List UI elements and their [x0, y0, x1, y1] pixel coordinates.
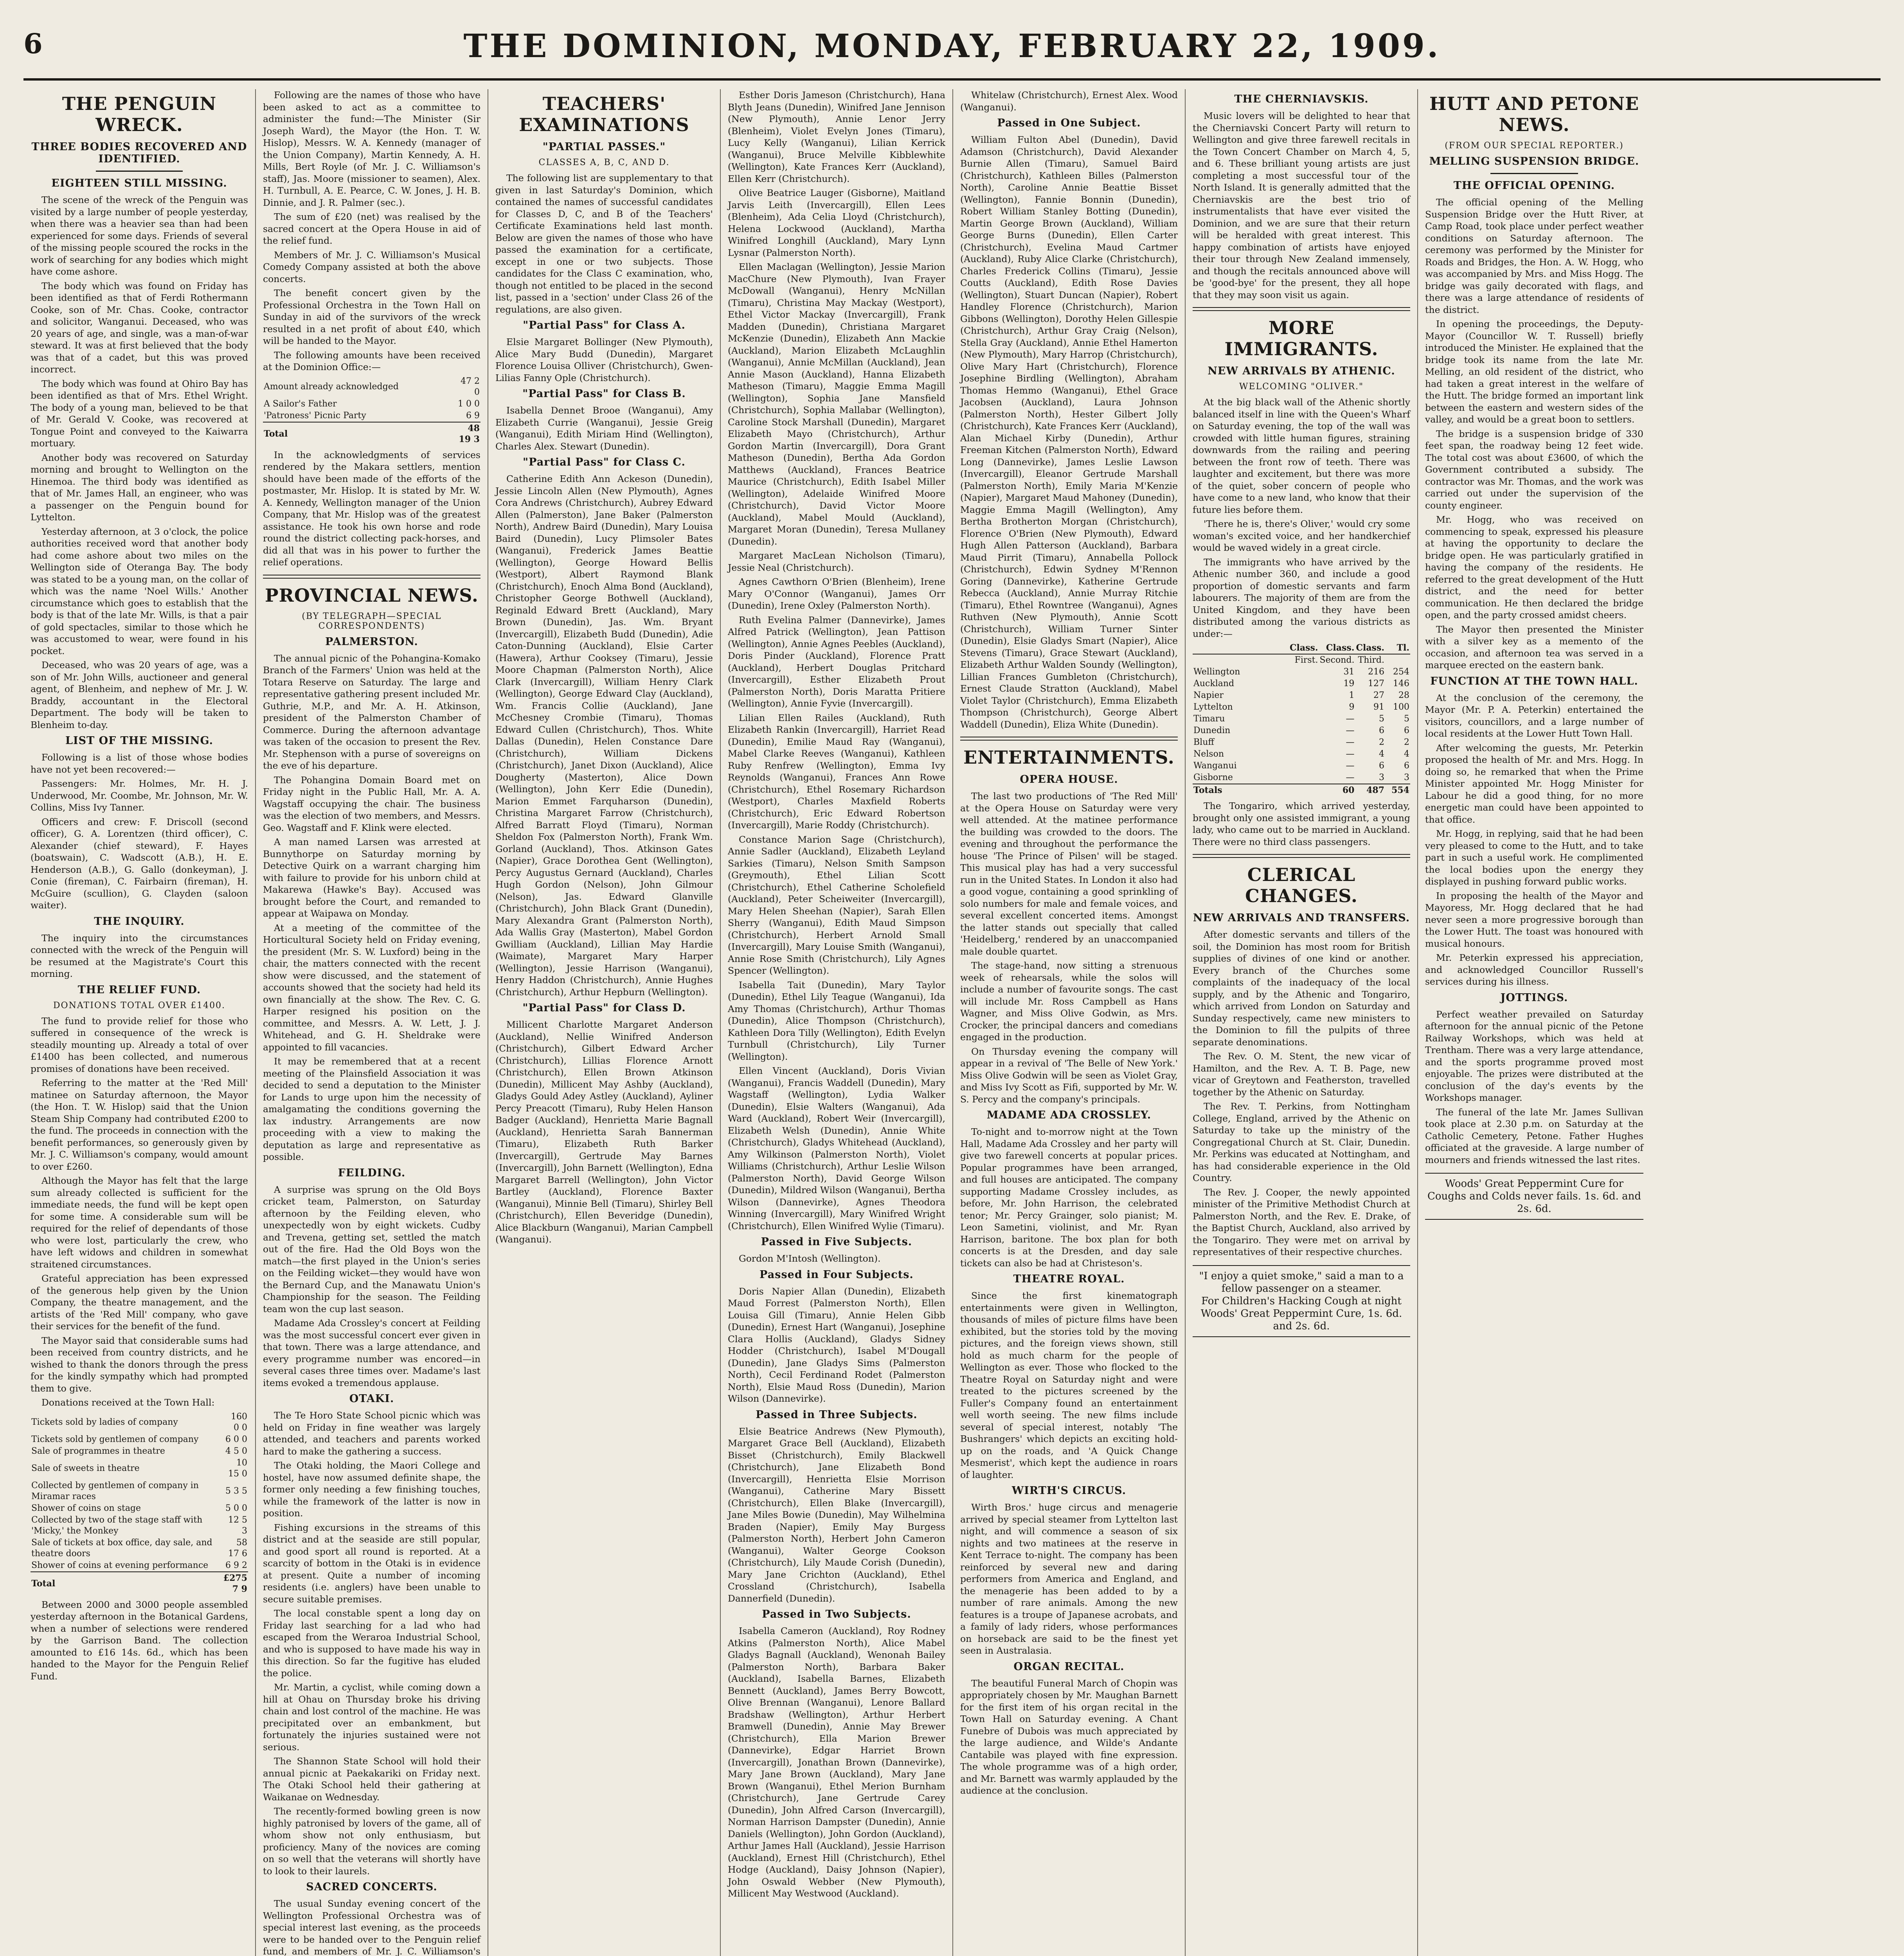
section-title: PALMERSTON.	[325, 635, 418, 648]
paragraph: Yesterday afternoon, at 3 o'clock, the police authorities received word that another body had come ashore about two miles on the Wellington side of Oteranga Bay. The body was stated to be a young man, on the collar of which was the name 'Noel Wills.' Another circumstance which goes to establish that the body is that of the late Mr. Wills, is that a pair of gold spectacles, similar to those which he was accustomed to wear, were found in his pocket.	[31, 526, 248, 656]
paragraph: The Rev. O. M. Stent, the new vicar of Hamilton, and the Rev. A. T. B. Page, new vicar of Greytown and Featherston, travelled together by the Athenic on Saturday.	[1193, 1051, 1410, 1098]
paragraph: Donations received at the Town Hall:	[41, 1397, 215, 1408]
section-title: MELLING SUSPENSION BRIDGE.	[1429, 155, 1639, 167]
section-title: FEILDING.	[338, 1167, 406, 1179]
paragraph: Elsie Margaret Bollinger (New Plymouth), Alice Mary Budd (Dunedin), Margaret Florence Louisa Olliver (Christchurch), Gwen-Lilias Fanny Ople (Christchurch).	[495, 336, 713, 383]
paragraph: The Tongariro, which arrived yesterday, brought only one assisted immigrant, a young lady, who came out to be married in Auckland. There were no third class passengers.	[1193, 800, 1410, 847]
paragraph: Following is a list of those whose bodies have not yet been recovered:—	[31, 752, 248, 775]
paragraph: Although the Mayor has felt that the large sum already collected is sufficient for the immediate needs, the fund will be kept open for some time. A considerable sum will be required for the relief of dependants of those who were lost, particularly the crew, who have left widows and children in somewhat straitened circumstances.	[31, 1175, 248, 1270]
table-header-row: First. Second. Third.	[1294, 655, 1384, 665]
divider	[96, 171, 183, 172]
table-header-row: Class. Class. Class. Tl.	[1193, 642, 1410, 654]
paragraph: To-night and to-morrow night at the Town Hall, Madame Ada Crossley and her party will give two farewell concerts at popular prices. Popular programmes have been arranged, and full houses are anticipated. The company supporting Madame Crossley includes, as before, Mr. John Harrison, the celebrated tenor; Mr. Percy Grainger, solo pianist; M. Leon Sametini, violinist, and Mr. Ryan Harrison, baritone. The box plan for both concerts is at the Dresden, and day sale tickets can also be had at Christeson's.	[960, 1126, 1178, 1269]
section-subtitle: DONATIONS TOTAL OVER £1400.	[53, 1000, 226, 1010]
section-title: Passed in Four Subjects.	[759, 1268, 914, 1281]
headline: CLERICAL CHANGES.	[1245, 864, 1358, 906]
paragraph: Grateful appreciation has been expressed of the generous help given by the Union Company, the theatre management, and the artists of the 'Red Mill' company, who gave their services for the benefit of the fund.	[31, 1273, 248, 1332]
column-6	[1186, 89, 1418, 1956]
ad-line: Woods' Great Peppermint Cure for Coughs and Colds never fails. 1s. 6d. and 2s. 6d.	[1427, 1178, 1641, 1215]
section-title: "Partial Pass" for Class B.	[522, 388, 686, 400]
table-row: Bluff — 2 2	[1193, 737, 1409, 747]
table-row: Collected by gentlemen of company in Miramar races 5 3 5	[31, 1480, 247, 1501]
section-title: ORGAN RECITAL.	[1013, 1660, 1125, 1673]
paragraph: Passengers: Mr. Holmes, Mr. H. J. Underwood, Mr. Coombe, Mr. Johnson, Mr. W. Collins, Miss Ivy Tanner.	[31, 778, 248, 813]
table-total-row: Totals 60 487 554	[1193, 784, 1410, 796]
headline: HUTT AND PETONE NEWS.	[1429, 93, 1639, 135]
paragraph: Margaret MacLean Nicholson (Timaru), Jessie Neal (Christchurch).	[728, 550, 945, 573]
paragraph: Constance Marion Sage (Christchurch), Annie Sadler (Auckland), Elizabeth Leyland Sarkies (Timaru), Nelson Smith Sampson (Greymouth), Ethel Lilian Scott (Christchurch), Ethel Catherine Scholefield (Auckland), Peter Scheiweiter (Invercargill), Mary Helen Sheehan (Napier), Sarah Ellen Sherry (Wanganui), Edith Maud Simpson (Christchurch), Herbert Arnold Small (Invercargill), Mary Louise Smith (Wanganui), Annie Rose Smith (Christchurch), Lily Agnes Spencer (Wellington).	[728, 834, 945, 976]
masthead	[23, 27, 1881, 81]
table-row: Wellington 31 216 254	[1193, 667, 1409, 677]
paragraph: The Mayor then presented the Minister with a silver key as a memento of the occasion, and afternoon tea was served in a marquee erected on the eastern bank.	[1425, 624, 1643, 671]
paragraph: The Rev. J. Cooper, the newly appointed minister of the Primitive Methodist Church at Palmerston North, and the Rev. E. Drake, of the Baptist Church, Auckland, also arrived by the Tongariro. They were met on arrival by representatives of their respective churches.	[1193, 1187, 1410, 1257]
divider	[960, 737, 1178, 741]
paragraph: The stage-hand, now sitting a strenuous week of rehearsals, while the solos will include a number of favourite songs. The cast will include Mr. Ross Campbell as Hans Wagner, and Miss Olive Godwin, as Mrs. Crocker, the principal dancers and comedians engaged in the production.	[960, 960, 1178, 1043]
advertisement	[1425, 1173, 1643, 1220]
columns	[23, 89, 1881, 1956]
paragraph: Gordon M'Intosh (Wellington).	[739, 1253, 881, 1264]
paragraph: It may be remembered that at a recent meeting of the Plainsfield Association it was decided to send a deputation to the Minister for Lands to urge upon him the necessity of amalgamating the conditions governing the lax industry. Arrangements are now proceeding with a view to making the deputation as large and representative as possible.	[263, 1056, 480, 1162]
table-row: Nelson — 4 4	[1193, 749, 1409, 759]
paragraph: William Fulton Abel (Dunedin), David Adamson (Christchurch), David Alexander Burnie Allen (Timaru), Samuel Baird (Christchurch), Kathleen Billes (Palmerston North), Caroline Annie Beattie Bisset (Wellington), Fannie Bonnin (Dunedin), Robert William Stanley Botting (Dunedin), Martin George Brown (Auckland), William George Burns (Dunedin), Ellen Carter (Christchurch), Evelina Maud Cartmer (Auckland), Ruby Alice Clarke (Christchurch), Charles Frederick Collins (Timaru), Jessie Coutts (Auckland), Edith Rose Davies (Wellington), Stuart Duncan (Napier), Robert Handley Florence (Christchurch), Marion Gibbons (Wellington), Dorothy Helen Gillespie (Christchurch), Arthur Gray Craig (Nelson), Stella Gray (Auckland), Annie Ethel Hamerton (New Plymouth), Mary Harrop (Christchurch), Olive Mary Hart (Christchurch), Florence Josephine Birdling (Wellington), Abraham Thomas Hemmo (Wanganui), Ethel Grace Jacobsen (Auckland), Laura Johnson (Palmerston North), Hester Gilbert Jolly (Christchurch), Kate Frances Kerr (Auckland), Alan Michael Kirby (Dunedin), Arthur Freeman Kitchen (Palmerston North), Edward Long (Dannevirke), James Leslie Lawson (Invercargill), Eleanor Gertrude Marshall (Palmerston North), Emily Maria M'Kenzie (Napier), Margaret Maud Mahoney (Dunedin), Maggie Emma Magill (Wellington), Amy Bertha Brotherton Morgan (Christchurch), Florence O'Brien (New Plymouth), Edward Hugh Allen Patterson (Auckland), Barbara Maud Pirrit (Timaru), Annabella Pollock (Christchurch), Edwin Sydney M'Rennon Goring (Dannevirke), Katherine Gertrude Rebecca (Auckland), Annie Murray Ritchie (Timaru), Ethel Rowntree (Wanganui), Agnes Ruthven (New Plymouth), Annie Scott (Christchurch), William Turner Sinter (Dunedin), Elsie Gladys Smart (Napier), Alice Stevens (Timaru), Grace Stewart (Auckland), Elizabeth Arthur Walden Soundy (Wellington), Lillian Frances Gumbleton (Christchurch), Ernest Claude Stratton (Auckland), Mabel Violet Taylor (Christchurch), Emma Elizabeth Thompson (Christchurch), George Albert Waddell (Dunedin), Eliza White (Dunedin).	[960, 134, 1178, 730]
table-row: 'Patroness' Picnic Party 6 9	[264, 410, 480, 421]
section-title: OPERA HOUSE.	[1020, 773, 1118, 786]
section-title: MADAME ADA CROSSLEY.	[986, 1109, 1152, 1121]
paragraph: Mr. Martin, a cyclist, while coming down a hill at Ohau on Thursday broke his driving chain and lost control of the machine. He was precipitated over an embankment, but fortunately the injuries sustained were not serious.	[263, 1682, 480, 1753]
table-row: Tickets sold by gentlemen of company 6 0 0	[31, 1434, 247, 1444]
paragraph: Fishing excursions in the streams of this district and at the seaside are still popular, and good sport all round is reported. At a scarcity of bottom in the Otaki is in evidence at present. Quite a number of incoming residents (i.e. anglers) have been unable to secure suitable premises.	[263, 1522, 480, 1605]
section-title: THE OFFICIAL OPENING.	[1453, 180, 1615, 192]
paragraph: 'There he is, there's Oliver,' would cry some woman's excited voice, and her handkerchief would be waved widely in a great circle.	[1193, 518, 1410, 553]
paragraph: The Otaki holding, the Maori College and hostel, have now assumed definite shape, the former only needing a few finishing touches, while the framework of the latter is now in position.	[263, 1460, 480, 1519]
subheadline: "PARTIAL PASSES."	[542, 141, 666, 153]
subheadline: THREE BODIES RECOVERED AND IDENTIFIED.	[31, 141, 247, 165]
table-row: Timaru — 5 5	[1193, 714, 1409, 724]
paragraph: On Thursday evening the company will appear in a revival of 'The Belle of New York.' Miss Olive Godwin will be seen as Violet Gray, and Miss Ivy Scott as Fifi, supported by Mr. W. S. Percy and the company's principals.	[960, 1046, 1178, 1105]
paragraph: At the big black wall of the Athenic shortly balanced itself in line with the Queen's Wharf on Saturday evening, the top of the wall was crowded with little human figures, straining downwards from the railing and peering between the front row of teeth. There was laughter and excitement, but there was more of the quiet, sober concern of people who have come to a new land, who know that their future lies before them.	[1193, 397, 1410, 515]
table-row: Wanganui — 6 6	[1193, 761, 1409, 771]
paragraph: Esther Doris Jameson (Christchurch), Hana Blyth Jeans (Dunedin), Winifred Jane Jennison (New Plymouth), Annie Lenor Jerry (Blenheim), Violet Evelyn Jones (Timaru), Lucy Kelly (Wanganui), Lilian Kerrick (Wanganui), Bruce Melville Kibblewhite (Wellington), Kate Frances Kerr (Auckland), Ellen Kerr (Christchurch).	[728, 90, 945, 184]
column-1	[23, 89, 256, 1956]
paragraph: Ruth Evelina Palmer (Dannevirke), James Alfred Patrick (Wellington), Jean Pattison (Wellington), Annie Agnes Peebles (Auckland), Doris Pinder (Auckland), Florence Pratt (Auckland), Herbert Douglas Pritchard (Invercargill), Esther Elizabeth Prout (Palmerston North), Doris Maratta Pritiere (Wellington), Annie Fyvie (Invercargill).	[728, 614, 945, 709]
section-subtitle: WELCOMING "OLIVER."	[1239, 382, 1364, 392]
headline: THE PENGUIN WRECK.	[62, 93, 217, 135]
paragraph: The funeral of the late Mr. James Sullivan took place at 2.30 p.m. on Saturday at the Catholic Cemetery, Petone. Father Hughes officiated at the graveside. A large number of mourners and friends witnessed the last rites.	[1425, 1106, 1643, 1165]
paragraph: Referring to the matter at the 'Red Mill' matinee on Saturday afternoon, the Mayor (the Hon. T. W. Hislop) said that the Union Steam Ship Company had contributed £200 to the fund. The proceeds in connection with the benefit performances, so generously given by Mr. J. C. Williamson's company, would amount to over £260.	[31, 1077, 248, 1172]
paragraph: The body which was found at Ohiro Bay has been identified as that of Mrs. Ethel Wright. The body of a young man, believed to be that of Mr. Gerald V. Cooke, was recovered at Tongue Point and conveyed to the Kaiwarra mortuary.	[31, 378, 248, 449]
paragraph: Isabella Tait (Dunedin), Mary Taylor (Dunedin), Ethel Lily Teague (Wanganui), Ida Amy Thomas (Christchurch), Arthur Thomas (Dunedin), Alice Thompson (Christchurch), Kathleen Dora Tilly (Wellington), Edith Evelyn Turnbull (Christchurch), Lily Turner (Wellington).	[728, 979, 945, 1062]
section-title: THE RELIEF FUND.	[77, 983, 201, 996]
table-row: Gisborne — 3 3	[1193, 773, 1409, 782]
column-5	[953, 89, 1186, 1956]
paragraph: Following are the names of those who have been asked to act as a committee to administer the fund:—The Minister (Sir Joseph Ward), the Mayor (the Hon. T. W. Hislop), Messrs. W. A. Kennedy (manager of the Union Company), Martin Kennedy, A. H. Mills, Bert Royle (of Mr. J. C. Williamson's staff), Jas. Moore (missioner to seamen), Alex. H. Turnbull, A. E. Pearce, C. W. Jones, J. H. B. Dinnie, and J. R. Palmer (sec.).	[263, 90, 480, 208]
paragraph: The Mayor said that considerable sums had been received from country districts, and he wished to thank the donors through the press for the kindly sympathy which had prompted them to give.	[31, 1335, 248, 1394]
paragraph: Elsie Beatrice Andrews (New Plymouth), Margaret Grace Bell (Auckland), Elizabeth Bisset (Christchurch), Emily Blackwell (Christchurch), Jane Elizabeth Bond (Invercargill), Henrietta Elsie Morrison (Wanganui), Catherine Mary Bissett (Christchurch), Ellen Blake (Invercargill), Jane Miles Bowie (Dunedin), May Wilhelmina Braden (Napier), Emily May Burgess (Palmerston North), Herbert John Cameron (Wanganui), Walter George Cookson (Christchurch), Lily Maude Corish (Dunedin), Mary Jane Crichton (Auckland), Ethel Crossland (Christchurch), Isabella Dannerfield (Dunedin).	[728, 1426, 945, 1604]
table-row: Lyttelton 9 91 100	[1193, 702, 1409, 712]
paragraph: The beautiful Funeral March of Chopin was appropriately chosen by Mr. Maughan Barnett for the first item of his organ recital in the Town Hall on Saturday evening. A Chant Funebre of Dubois was much appreciated by the large audience, and Wilde's Andante Cantabile was played with fine expression. The whole programme was of a high order, and Mr. Barnett was warmly applauded by the audience at the conclusion.	[960, 1677, 1178, 1796]
table-row: Sale of tickets at box office, day sale, and theatre doors 58 17 6	[31, 1537, 247, 1559]
ad-line: For Children's Hacking Cough at night Woods' Great Peppermint Cure, 1s. 6d. and 2s. 6d.	[1200, 1295, 1402, 1332]
divider	[1193, 854, 1410, 858]
paragraph: Ellen Vincent (Auckland), Doris Vivian (Wanganui), Francis Waddell (Dunedin), Mary Wagstaff (Wellington), Lydia Walker (Dunedin), Elsie Walters (Wanganui), Ada Ward (Auckland), Robert Weir (Invercargill), Elizabeth Welsh (Dunedin), Annie White (Christchurch), Gladys Whitehead (Auckland), Amy Wilkinson (Palmerston North), Violet Williams (Christchurch), Arthur Leslie Wilson (Palmerston North), David George Wilson (Dunedin), Mildred Wilson (Wanganui), Bertha Wilson (Dannevirke), Agnes Theodora Winning (Invercargill), Mary Winifred Wright (Christchurch), Ellen Winifred Wylie (Timaru).	[728, 1065, 945, 1231]
paragraph: At the conclusion of the ceremony, the Mayor (Mr. P. A. Peterkin) entertained the visitors, councillors, and a large number of local residents at the Lower Hutt Town Hall.	[1425, 692, 1643, 739]
section-title: OTAKI.	[349, 1393, 394, 1405]
paragraph: Olive Beatrice Lauger (Gisborne), Maitland Jarvis Leith (Invercargill), Ellen Lees (Blenheim), Ada Celia Lloyd (Christchurch), Helena Lockwood (Auckland), Martha Winifred Longhill (Auckland), Mary Lynn Lysnar (Palmerston North).	[728, 187, 945, 258]
paragraph: In proposing the health of the Mayor and Mayoress, Mr. Hogg declared that he had never seen a more progressive borough than the Lower Hutt. The toast was honoured with musical honours.	[1425, 890, 1643, 949]
paragraph: Music lovers will be delighted to hear that the Cherniavski Concert Party will return to Wellington and give three farewell recitals in the Town Concert Chamber on March 4, 5, and 6. These brilliant young artists are just completing a most successful tour of the North Island. It is generally admitted that the Cherniavskis are the best trio of instrumentalists that have ever visited the Dominion, and we are sure that their return will be heralded with great interest. This happy combination of artists have enjoyed their tour through New Zealand immensely, and though the recitals announced above will be 'good-bye' for the present, they all hope that they may soon visit us again.	[1193, 110, 1410, 300]
table-row: Collected by two of the stage staff with 'Micky,' the Monkey 12 5 3	[31, 1515, 247, 1536]
table-row: Shower of coins on stage 5 0 0	[31, 1503, 247, 1513]
section-subtitle: (FROM OUR SPECIAL REPORTER.)	[1445, 141, 1624, 151]
section-title: Passed in Five Subjects.	[761, 1236, 912, 1248]
paragraph: The following amounts have been received at the Dominion Office:—	[263, 349, 480, 372]
divider	[1193, 307, 1410, 311]
paragraph: The annual picnic of the Pohangina-Komako Branch of the Farmers' Union was held at the Totara Reserve on Saturday. The large and representative gathering present included Mr. Guthrie, M.P., and Mr. A. H. Atkinson, president of the Palmerston Chamber of Commerce. During the afternoon advantage was taken of the occasion to present the Rev. Mr. Stephenson with a purse of sovereigns on the eve of his departure.	[263, 653, 480, 771]
newspaper-title: THE DOMINION, MONDAY, FEBRUARY 22, 1909.	[463, 27, 1441, 65]
table-row: Napier 1 27 28	[1193, 690, 1409, 700]
table-row: Sale of sweets in theatre 10 15 0	[31, 1458, 247, 1479]
table-row: Auckland 19 127 146	[1193, 679, 1409, 689]
paragraph: Mr. Peterkin expressed his appreciation, and acknowledged Councillor Russell's services during his illness.	[1425, 952, 1643, 987]
section-title: THE CHERNIAVSKIS.	[1234, 93, 1369, 105]
paragraph: Isabella Cameron (Auckland), Roy Rodney Atkins (Palmerston North), Alice Mabel Gladys Bagnall (Auckland), Wenonah Bailey (Palmerston North), Barbara Baker (Auckland), Isabella Barnes, Elizabeth Bennett (Auckland), James Berry Bowcott, Olive Brennan (Wanganui), Lenore Ballard Bradshaw (Wellington), Arthur Herbert Bramwell (Dunedin), Annie May Brewer (Christchurch), Ella Marion Brewer (Dannevirke), Edgar Harriet Brown (Invercargill), Jonathan Brown (Dannevirke), Mary Jane Brown (Auckland), Mary Jane Brown (Wanganui), Ethel Merion Burnham (Christchurch), Jane Gertrude Carey (Dunedin), John Alfred Carson (Invercargill), Norman Harrison Dampster (Dunedin), Annie Daniels (Wellington), John Gordon (Auckland), Arthur James Hall (Auckland), Jessie Harrison (Auckland), Ernest Hill (Christchurch), Ethel Hodge (Auckland), Daisy Johnson (Napier), John Oswald Webber (New Plymouth), Millicent May Westwood (Auckland).	[728, 1625, 945, 1899]
section-title: Passed in Three Subjects.	[756, 1408, 918, 1421]
section-title: "Partial Pass" for Class C.	[523, 456, 686, 468]
paragraph: The immigrants who have arrived by the Athenic number 360, and include a good proportion of domestic servants and farm labourers. The majority of them are from the United Kingdom, and they have been distributed among the various districts as under:—	[1193, 556, 1410, 639]
paragraph: The last two productions of 'The Red Mill' at the Opera House on Saturday were very well attended. At the matinee performance the building was crowded to the doors. The evening and throughout the performance the house 'The Prince of Pilsen' will be staged. This musical play has had a very successful run in the United States. In London it also had a good vogue, containing a good sprinkling of solo numbers for male and female voices, and several excellent concerted items. Amongst the latter stands out specially that called 'Heidelberg,' rendered by an unaccompanied male double quartet.	[960, 791, 1178, 957]
paragraph: Whitelaw (Christchurch), Ernest Alex. Wood (Wanganui).	[960, 90, 1178, 113]
paragraph: The Shannon State School will hold their annual picnic at Paekakariki on Friday next. The Otaki School held their gathering at Waikanae on Wednesday.	[263, 1756, 480, 1803]
section-title: SACRED CONCERTS.	[306, 1881, 437, 1893]
divider	[1490, 173, 1578, 174]
column-4	[721, 89, 953, 1956]
section-title: JOTTINGS.	[1500, 991, 1568, 1004]
table-total-row: Total 48 19 3	[263, 422, 480, 445]
paragraph: Mr. Hogg, in replying, said that he had been very pleased to come to the Hutt, and to take part in such a useful work. He complimented the local bodies upon the energy they displayed in pushing forward public works.	[1425, 828, 1643, 887]
paragraph: Since the first kinematograph entertainments were given in Wellington, thousands of miles of picture films have been exhibited, but the stories told by the moving pictures, and the foreign views shown, still hold as much charm for the people of Wellington as ever. Those who flocked to the Theatre Royal on Saturday night and were treated to the pictures screened by the Fuller's Company found an entertainment well worth seeing. The new films include several of special interest, notably 'The Bushrangers' which depicts an exciting hold-up on the roads, and 'A Quick Change Mesmerist', which kept the audience in roars of laughter.	[960, 1290, 1178, 1480]
paragraph: Another body was recovered on Saturday morning and brought to Wellington on the Hinemoa. The third body was identified as that of Mr. James Hall, an engineer, who was a passenger on the Penguin bound for Lyttelton.	[31, 452, 248, 523]
paragraph: Mr. Hogg, who was received on commencing to speak, expressed his pleasure at having the opportunity to declare the bridge open. He was particularly gratified in having the company of the residents. He referred to the great development of the Hutt district, and the need for better communication. He then declared the bridge open, and the party crossed amidst cheers.	[1425, 514, 1643, 620]
paragraph: The Pohangina Domain Board met on Friday night in the Public Hall, Mr. A. A. Wagstaff occupying the chair. The business was the election of two members, and Messrs. Geo. Wagstaff and F. Klink were elected.	[263, 774, 480, 833]
paragraph: The official opening of the Melling Suspension Bridge over the Hutt River, at Camp Road, took place under perfect weather conditions on Saturday afternoon. The ceremony was performed by the Minister for Roads and Bridges, the Hon. A. W. Hogg, who was accompanied by Mrs. and Miss Hogg. The bridge was gaily decorated with flags, and there was a large attendance of residents of the district.	[1425, 197, 1643, 315]
table-row: A Sailor's Father 1 0 0	[264, 399, 480, 409]
column-2	[256, 89, 488, 1956]
headline: PROVINCIAL NEWS.	[265, 584, 479, 606]
paragraph: A surprise was sprung on the Old Boys cricket team, Palmerston, on Saturday afternoon by the Feilding eleven, who unexpectedly won by eight wickets. Cudby and Trevena, getting set, settled the match out of the fire. Had the Old Boys won the match—the first played in the Union's series on the Feilding wicket—they would have won the Bernard Cup, and the Manawatu Union's Championship for the season. The Feilding team won the cup last season.	[263, 1184, 480, 1314]
divider	[263, 575, 480, 579]
column-3	[488, 89, 721, 1956]
article-body	[31, 194, 248, 731]
paragraph: Madame Ada Crossley's concert at Feilding was the most successful concert ever given in that town. There was a large attendance, and every programme number was encored—in several cases three times over. Madame's last items evoked a tremendous applause.	[263, 1318, 480, 1388]
paragraph: Wirth Bros.' huge circus and menagerie arrived by special steamer from Lyttelton last night, and will commence a season of six nights and two matinees at the reserve in Kent Terrace to-night. The company has been reinforced by several new and daring performers from America and England, and the menagerie has been added to by a number of rare animals. Among the new features is a troupe of Japanese acrobats, and a family of lady riders, whose performances on horseback are said to be the finest yet seen in Australasia.	[960, 1502, 1178, 1656]
paragraph: Agnes Cawthorn O'Brien (Blenheim), Irene Mary O'Connor (Wanganui), James Orr (Dunedin), Irene Oxley (Palmerston North).	[728, 576, 945, 611]
headline: MORE IMMIGRANTS.	[1224, 317, 1379, 360]
headline: TEACHERS' EXAMINATIONS	[519, 93, 689, 135]
paragraph: In the acknowledgments of services rendered by the Makara settlers, mention should have been made of the efforts of the postmaster, Mr. Hislop. It is stated by Mr. W. A. Kennedy, Wellington manager of the Union Company, that Mr. Hislop was of the greatest assistance. He took his own horse and rode round the district collecting pack-horses, and did all that was in his power to further the relief operations.	[263, 449, 480, 568]
section-title: FUNCTION AT THE TOWN HALL.	[1430, 675, 1638, 687]
headline: ENTERTAINMENTS.	[963, 747, 1175, 768]
paragraph: At a meeting of the committee of the Horticultural Society held on Friday evening, the president (Mr. S. W. Luxford) being in the chair, the matters connected with the recent show were discussed, and the statement of accounts showed that the society had held its own financially at the show. The Rev. C. G. Harper resigned his position on the committee, and Messrs. A. W. Lett, J. J. Whitehead, and G. H. Sheldrake were appointed to fill vacancies.	[263, 922, 480, 1053]
paragraph: Between 2000 and 3000 people assembled yesterday afternoon in the Botanical Gardens, when a number of selections were rendered by the Garrison Band. The collection amounted to £16 14s. 6d., which has been handed to the Mayor for the Penguin Relief Fund.	[31, 1599, 248, 1682]
paragraph: The usual Sunday evening concert of the Wellington Professional Orchestra was of special interest last evening, as the proceeds were to be handed over to the Penguin relief fund, and members of Mr. J. C. Williamson's	[263, 1898, 480, 1956]
table-row: Tickets sold by ladies of company 160 0 0	[31, 1411, 247, 1433]
paragraph: Catherine Edith Ann Ackeson (Dunedin), Jessie Lincoln Allen (New Plymouth), Agnes Cora Andrews (Christchurch), Aubrey Edward Allen (Palmerston), Jane Baker (Palmerston North), Andrew Baird (Dunedin), Mary Louisa Baird (Dunedin), Lucy Plimsoler Bates (Wanganui), Frederick James Beattie (Wellington), George Howard Bellis (Westport), Albert Raymond Blank (Christchurch), Enoch Alma Bond (Auckland), Christopher George Bothwell (Auckland), Reginald Edward Brett (Auckland), Mary Brown (Dunedin), Jas. Wm. Bryant (Invercargill), Elizabeth Budd (Dunedin), Adie Caton-Dunning (Auckland), Elsie Carter (Hawera), Arthur Cooksey (Timaru), Jessie Moore Chapman (Palmerston North), Alice Clark (Invercargill), William Henry Clark (Wellington), George Edward Clay (Auckland), Wm. Francis Collie (Auckland), Jane McChesney Crombie (Timaru), Thomas Edward Cullen (Christchurch), Thos. White Dallas (Dunedin), Helen Constance Dare (Christchurch), William Dickens (Christchurch), Janet Dixon (Auckland), Alice Dougherty (Masterton), Alice Down (Wellington), John Kerr Edie (Dunedin), Marion Emmet Farquharson (Dunedin), Christina Margaret Farrow (Christchurch), Alfred Barratt Floyd (Timaru), Norman Sheldon Fox (Palmerston North), Frank Wm. Gorland (Auckland), Thos. Atkinson Gates (Napier), Grace Dorothea Gent (Wellington), Percy Augustus Gernard (Auckland), Charles Hugh Gordon (Nelson), John Gilmour (Nelson), Jas. Edward Glanville (Christchurch), John Black Grant (Dunedin), Mary Alexandra Grant (Palmerston North), Ada Wallis Gray (Masterton), Mabel Gordon Gwilliam (Auckland), Lillian May Hardie (Waimate), Margaret Mary Harper (Wellington), Jessie Harrison (Wanganui), Henry Haddon (Christchurch), Annie Hughes (Christchurch), Arthur Hepburn (Wellington).	[495, 473, 713, 998]
section-title: LIST OF THE MISSING.	[65, 735, 213, 747]
section-title: THE INQUIRY.	[94, 915, 185, 928]
donations-table	[31, 1411, 248, 1595]
section-subtitle: (BY TELEGRAPH—SPECIAL CORRESPONDENTS)	[302, 611, 442, 631]
paragraph: Isabella Dennet Brooe (Wanganui), Amy Elizabeth Currie (Wanganui), Jessie Greig (Wanganui), Edith Miriam Hind (Wellington), Charles Alex. Stewart (Dunedin).	[495, 405, 713, 452]
paragraph: Ellen Maclagan (Wellington), Jessie Marion MacChure (New Plymouth), Ivan Frayer McDowall (Wanganui), Henry McNillan (Timaru), Christina May Mackay (Westport), Ethel Victor Mackay (Invercargill), Frank Madden (Dunedin), Christiana Margaret McKenzie (Dunedin), Elizabeth Ann Mackie (Auckland), Marion Elizabeth McLaughlin (Wanganui), Annie McMillan (Auckland), Jean Annie Mason (Auckland), Hanna Elizabeth Matheson (Timaru), Maggie Emma Magill (Wellington), Sophia Jane Mansfield (Christchurch), Sophia Mallabar (Wellington), Caroline Stock Marshall (Dunedin), Margaret Elizabeth Mayo (Christchurch), Arthur Gordon Martin (Invercargill), Dora Grant Matheson (Dunedin), Bertha Ada Gordon Matthews (Auckland), Frances Beatrice Maurice (Christchurch), Edith Isabel Miller (Wellington), Adelaide Winifred Moore (Christchurch), David Victor Moore (Auckland), Mabel Mould (Auckland), Margaret Moran (Dunedin), Teresa Mullaney (Dunedin).	[728, 261, 945, 547]
fund-table	[263, 376, 480, 445]
paragraph: Doris Napier Allan (Dunedin), Elizabeth Maud Forrest (Palmerston North), Ellen Louisa Gill (Timaru), Annie Helen Gibb (Dunedin), Ernest Hart (Wanganui), Josephine Clara Hollis (Auckland), Gladys Sidney Hodder (Christchurch), Isabel M'Dougall (Dunedin), Jane Gladys Sims (Palmerston North), Cecil Ferdinand Rodet (Palmerston North), Elsie Maud Ross (Dunedin), Marion Wilson (Dannevirke).	[728, 1285, 945, 1404]
paragraph: The following list are supplementary to that given in last Saturday's Dominion, which contained the names of successful candidates for Classes D, C, and B of the Teachers' Certificate Examinations held last month. Below are given the names of those who have passed the examination for a certificate, except in one or two subjects. Those candidates for the Class C examination, who, though not entitled to be placed in the second list, passed in a 'section' under Class 26 of the regulations, are also given.	[495, 173, 713, 315]
section-title: WIRTH'S CIRCUS.	[1011, 1485, 1127, 1497]
subheadline: NEW ARRIVALS BY ATHENIC.	[1208, 365, 1395, 377]
paragraph: The body which was found on Friday has been identified as that of Ferdi Rothermann Cooke, son of Mr. Chas. Cooke, contractor and solicitor, Wanganui. Deceased, who was 20 years of age, and single, was a man-of-war steward. It was at first believed that the body was that of a cadet, but this was proved incorrect.	[31, 280, 248, 375]
column-7	[1418, 89, 1650, 1956]
paragraph: The Rev. T. Perkins, from Nottingham College, England, arrived by the Athenic on Saturday to take up the ministry of the Congregational Church at St. Clair, Dunedin. Mr. Perkins was educated at Nottingham, and has had considerable experience in the Old Country.	[1193, 1101, 1410, 1183]
section-title: "Partial Pass" for Class D.	[522, 1002, 686, 1014]
table-total-row: Total £275 7 9	[31, 1572, 248, 1595]
paragraph: In opening the proceedings, the Deputy-Mayor (Councillor W. T. Russell) briefly introduced the Minister. He explained that the bridge took its name from the late Mr. Melling, an old resident of the district, who had taken a great interest in the welfare of the Hutt. The bridge formed an important link between the eastern and western sides of the valley, and would be a great boon to settlers.	[1425, 318, 1643, 425]
immigrants-table	[1193, 642, 1410, 796]
paragraph: The inquiry into the circumstances connected with the wreck of the Penguin will be resumed at the Magistrate's Court this morning.	[31, 932, 248, 979]
table-row: Sale of programmes in theatre 4 5 0	[31, 1446, 247, 1456]
subheadline: NEW ARRIVALS AND TRANSFERS.	[1193, 912, 1410, 924]
table-row: Shower of coins at evening performance 6 9 2	[31, 1560, 247, 1570]
paragraph: Millicent Charlotte Margaret Anderson (Auckland), Nellie Winifred Anderson (Christchurch), Gilbert Edward Archer (Christchurch), Lillias Florence Arnott (Christchurch), Ellen Brown Atkinson (Dunedin), Millicent May Ashby (Auckland), Gladys Gould Adey Astley (Auckland), Ayliner Percy Preacott (Timaru), Ruby Helen Hanson Badger (Auckland), Henrietta Marie Bagnall (Auckland), Henrietta Sarah Bannerman (Timaru), Elizabeth Ruth Barker (Invercargill), Gertrude May Barnes (Invercargill), John Barnett (Wellington), Edna Margaret Barrell (Wellington), John Victor Bartley (Auckland), Florence Baxter (Wanganui), Minnie Bell (Timaru), Shirley Bell (Christchurch), Ellen Beveridge (Dunedin), Alice Blackburn (Wanganui), Marian Campbell (Wanganui).	[495, 1019, 713, 1245]
paragraph: Deceased, who was 20 years of age, was a son of Mr. John Wills, auctioneer and general agent, of Blenheim, and nephew of Mr. J. W. Braddy, accountant in the Electoral Department. The body will be taken to Blenheim to-day.	[31, 660, 248, 730]
paragraph: Perfect weather prevailed on Saturday afternoon for the annual picnic of the Petone Railway Workshops, which was held at Trentham. There was a very large attendance, and the sports programme proved most enjoyable. The prizes were distributed at the conclusion of the day's events by the Workshops manager.	[1425, 1009, 1643, 1103]
section-subtitle: CLASSES A, B, C, AND D.	[538, 158, 670, 167]
paragraph: A man named Larsen was arrested at Bunnythorpe on Saturday morning by Detective Quirk on a warrant charging him with failure to provide for his unborn child at Makarewa (Hawke's Bay). Accused was brought before the Court, and remanded to appear at Waipawa on Monday.	[263, 836, 480, 919]
paragraph: After welcoming the guests, Mr. Peterkin proposed the health of Mr. and Mrs. Hogg. In doing so, he remarked that when the Prime Minister appointed Mr. Hogg Minister for Labour he did a good thing, for no more energetic man could have been appointed to that office.	[1425, 742, 1643, 825]
paragraph: The benefit concert given by the Professional Orchestra in the Town Hall on Sunday in aid of the survivors of the wreck resulted in a net profit of about £40, which will be handed to the Mayor.	[263, 288, 480, 346]
advertisement	[1193, 1265, 1410, 1337]
table-row: Dunedin — 6 6	[1193, 726, 1409, 735]
subheadline: EIGHTEEN STILL MISSING.	[51, 177, 227, 189]
page-number: 6	[23, 27, 43, 60]
section-title: Passed in Two Subjects.	[762, 1608, 911, 1620]
section-title: THEATRE ROYAL.	[1013, 1273, 1125, 1285]
paragraph: The local constable spent a long day on Friday last searching for a lad who had escaped from the Weraroa Industrial School, and who is supposed to have made his way in this direction. So far the fugitive has eluded the police.	[263, 1608, 480, 1679]
paragraph: The bridge is a suspension bridge of 330 feet span, the roadway being 12 feet wide. The total cost was about £3600, of which the Government contributed a subsidy. The contractor was Mr. Thomas, and the work was carried out under the supervision of the county engineer.	[1425, 428, 1643, 511]
paragraph: The sum of £20 (net) was realised by the sacred concert at the Opera House in aid of the relief fund.	[263, 211, 480, 246]
paragraph: The scene of the wreck of the Penguin was visited by a large number of people yesterday, when there was a heavier sea than had been experienced for some days. Friends of several of the missing people scoured the rocks in the work of searching for any bodies which might have come ashore.	[31, 194, 248, 277]
paragraph: The Te Horo State School picnic which was held on Friday in fine weather was largely attended, and teachers and parents worked hard to make the gathering a success.	[263, 1410, 480, 1457]
section-title: "Partial Pass" for Class A.	[523, 319, 686, 331]
paragraph: The recently-formed bowling green is now highly patronised by lovers of the game, all of whom show not only enthusiasm, but proficiency. Many of the novices are coming on so well that the veterans will shortly have to look to their laurels.	[263, 1806, 480, 1877]
paragraph: The fund to provide relief for those who suffered in consequence of the wreck is steadily mounting up. Already a total of over £1400 has been collected, and numerous promises of donations have been received.	[31, 1015, 248, 1074]
paragraph: Officers and crew: F. Driscoll (second officer), G. A. Lorentzen (third officer), C. Alexander (chief steward), F. Hayes (boatswain), C. Wadscott (A.B.), H. E. Henderson (A.B.), G. Gallo (donkeyman), J. Conie (fireman), C. Fairbairn (fireman), H. McGuire (scullion), G. Clayden (saloon waiter).	[31, 816, 248, 911]
section-title: Passed in One Subject.	[997, 117, 1141, 129]
paragraph: Members of Mr. J. C. Williamson's Musical Comedy Company assisted at both the above concerts.	[263, 249, 480, 284]
paragraph: After domestic servants and tillers of the soil, the Dominion has most room for British supplies of divines of one kind or another. Every branch of the Churches some complaints of the inadequacy of the local supply, and by the Athenic and Tongariro, which arrived from London on Saturday and Sunday respectively, came new ministers to the Dominion to fill the pulpits of three separate denominations.	[1193, 929, 1410, 1048]
paragraph: Lilian Ellen Railes (Auckland), Ruth Elizabeth Rankin (Invercargill), Harriet Read (Dunedin), Emilie Maud Ray (Wanganui), Mabel Clarke Reeves (Wanganui), Kathleen Ruby Renfrew (Wellington), Emma Ivy Reynolds (Wanganui), Frances Ann Rowe (Christchurch), Ethel Rosemary Richardson (Westport), Charles Maxfield Roberts (Christchurch), Eric Edward Robertson (Invercargill), Marie Roddy (Christchurch).	[728, 712, 945, 831]
ad-line: "I enjoy a quiet smoke," said a man to a fellow passenger on a steamer.	[1199, 1270, 1404, 1294]
table-row: Amount already acknowledged 47 2 0	[264, 376, 480, 397]
